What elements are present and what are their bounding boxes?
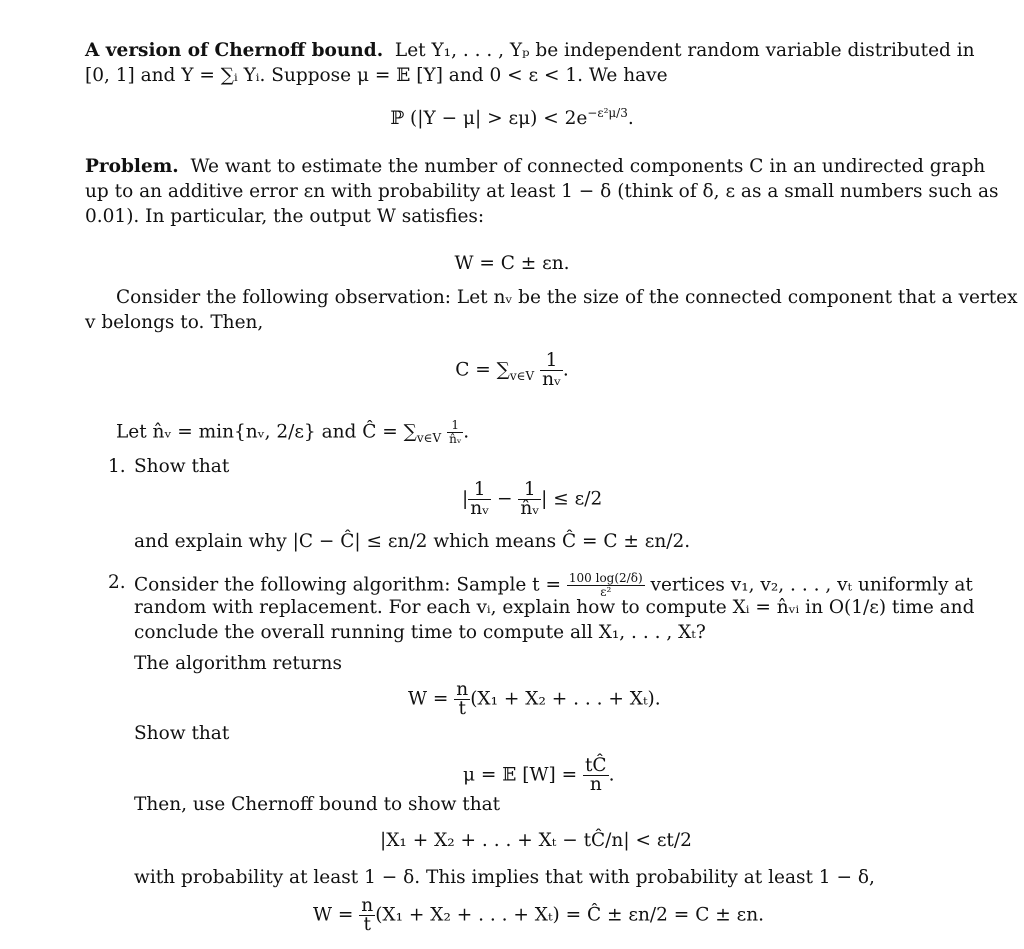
item1-frac-1-den: nᵥ xyxy=(470,498,490,519)
item2-final-equation xyxy=(313,897,764,934)
item2-final-den: t xyxy=(363,914,371,935)
chernoff-text-1: Let Y₁, . . . , Yₚ be independent random variable distributed in xyxy=(394,40,975,61)
item2-mu-fraction xyxy=(583,757,609,794)
item2-returns: The algorithm returns xyxy=(134,653,342,674)
item2-line-2: random with replacement. For each vᵢ, explain how to compute Xᵢ = n̂ᵥᵢ in O(1/ε) time and xyxy=(134,597,975,618)
item2-then: Then, use Chernoff bound to show that xyxy=(134,794,501,815)
item2-final-fraction xyxy=(359,897,375,934)
item2-mu-equation xyxy=(463,757,614,794)
item2-line-1 xyxy=(134,572,973,599)
item2-w-den: t xyxy=(458,698,466,719)
item2-w-rhs: (X₁ + X₂ + . . . + Xₜ). xyxy=(470,688,661,710)
item2-t-den: ε² xyxy=(600,585,612,599)
chernoff-text-2: [0, 1] and Y = ∑ᵢ Yᵢ. Suppose μ = 𝔼 [Y] and 0 < ε < 1. We have xyxy=(85,65,668,86)
observation-frac-den: nᵥ xyxy=(542,369,561,390)
item2-final-lhs: W = xyxy=(313,904,354,926)
chernoff-line-1 xyxy=(85,40,975,62)
chernoff-heading: A version of Chernoff bound. xyxy=(85,40,384,61)
item2-show: Show that xyxy=(134,723,230,744)
observation-let-end: . xyxy=(463,421,470,443)
item2-w-num: n xyxy=(456,679,469,700)
observation-let-frac-den: n̂ᵥ xyxy=(449,432,462,446)
item2-line-1a: Consider the following algorithm: Sample t = xyxy=(134,574,561,596)
item1-text: Show that xyxy=(134,456,230,477)
item2-number: 2. xyxy=(108,572,126,593)
observation-text-2: v belongs to. Then, xyxy=(85,312,264,333)
item1-frac-2 xyxy=(518,481,541,518)
problem-heading: Problem. xyxy=(85,156,179,177)
observation-let-line xyxy=(116,419,469,449)
item1-frac-2-den: n̂ᵥ xyxy=(520,498,540,519)
item2-abs-equation: |X₁ + X₂ + . . . + Xₜ − tĈ/n| < εt/2 xyxy=(380,830,692,851)
observation-equation xyxy=(0,352,1024,389)
observation-let-sub: v∈V xyxy=(416,431,442,446)
item2-final-num: n xyxy=(361,895,374,916)
item1-frac-1 xyxy=(468,481,491,518)
item1-eq-minus: − xyxy=(496,488,513,510)
item1-eq-open: | xyxy=(462,488,469,510)
item1-frac-2-num: 1 xyxy=(518,481,541,500)
observation-eq-lhs: C = ∑ xyxy=(455,359,510,381)
item1-explain: and explain why |C − Ĉ| ≤ εn/2 which means Ĉ = C ± εn/2. xyxy=(134,531,691,552)
item2-probability: with probability at least 1 − δ. This implies that with probability at least 1 − δ, xyxy=(134,867,875,888)
item2-t-fraction xyxy=(567,572,645,599)
item2-t-num: 100 log(2/δ) xyxy=(568,571,643,585)
problem-text-1: We want to estimate the number of connected components C in an undirected graph xyxy=(190,156,986,177)
item1-equation xyxy=(462,481,602,518)
item2-w-fraction xyxy=(454,681,470,718)
chernoff-formula xyxy=(0,102,1024,130)
observation-text-1: Consider the following observation: Let nᵥ be the size of the connected component that a vertex xyxy=(116,287,1018,308)
item2-w-equation xyxy=(408,681,661,718)
item2-mu-num: tĈ xyxy=(585,755,607,776)
observation-let-frac-num: 1 xyxy=(447,419,463,433)
item2-mu-end: . xyxy=(608,764,615,786)
item2-line-3: conclude the overall running time to compute all X₁, . . . , Xₜ? xyxy=(134,622,706,643)
problem-equation: W = C ± εn. xyxy=(454,253,570,274)
item2-mu-lhs: μ = 𝔼 [W] = xyxy=(463,764,578,786)
observation-eq-end: . xyxy=(562,359,569,381)
observation-frac-num: 1 xyxy=(540,352,563,371)
item2-final-rhs: (X₁ + X₂ + . . . + Xₜ) = Ĉ ± εn/2 = C ± εn. xyxy=(375,904,764,926)
observation-fraction xyxy=(540,352,563,389)
chernoff-formula-body: ℙ (|Y − μ| > εμ) < 2e xyxy=(390,108,588,130)
observation-eq-sub: v∈V xyxy=(509,369,535,384)
item2-mu-den: n xyxy=(589,774,602,795)
observation-let-fraction xyxy=(447,419,463,446)
problem-line-1 xyxy=(85,156,985,178)
item1-number: 1. xyxy=(108,456,126,477)
item1-eq-close: | ≤ ε/2 xyxy=(541,488,603,510)
problem-text-2: up to an additive error εn with probability at least 1 − δ (think of δ, ε as a small numbers such as xyxy=(85,181,999,202)
item1-frac-1-num: 1 xyxy=(468,481,491,500)
chernoff-formula-exponent: −ε²μ/3 xyxy=(587,106,628,120)
item2-w-lhs: W = xyxy=(408,688,449,710)
observation-let-text: Let n̂ᵥ = min{nᵥ, 2/ε} and Ĉ = ∑ xyxy=(116,421,417,443)
chernoff-formula-end: . xyxy=(627,108,634,130)
problem-text-3: 0.01). In particular, the output W satisfies: xyxy=(85,206,485,227)
item2-line-1b: vertices v₁, v₂, . . . , vₜ uniformly at xyxy=(650,574,973,596)
